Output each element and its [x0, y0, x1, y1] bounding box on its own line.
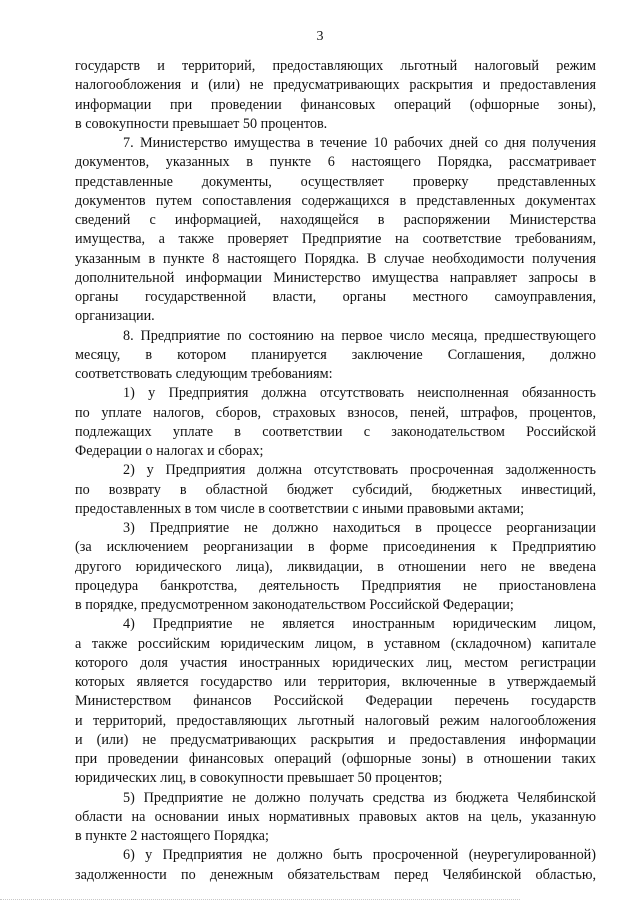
- text-line: 4) Предприятие не является иностранным юридическим лицом,: [123, 616, 596, 633]
- text-line: имущества, а также проверяет Предприятие на соответствие требованиям,: [75, 231, 596, 248]
- text-line: предоставленных в том числе в соответствии с иными правовыми актами;: [75, 500, 525, 517]
- text-line: 8. Предприятие по состоянию на первое число месяца, предшествующего: [123, 327, 596, 344]
- text-line: области на основании иных нормативных правовых актов на цель, указанную: [75, 808, 596, 825]
- text-line: а также российским юридическим лицом, в уставном (складочном) капитале: [75, 635, 596, 652]
- text-line: органы государственной власти, органы местного самоуправления,: [75, 289, 596, 305]
- text-line: и (или) не предусматривающих раскрытия и предоставления информации: [75, 731, 596, 748]
- text-line: 5) Предприятие не должно получать средства из бюджета Челябинской: [123, 789, 596, 806]
- text-line: по возврату в областной бюджет субсидий, бюджетных инвестиций,: [75, 481, 596, 498]
- text-line: 3) Предприятие не должно находиться в процессе реорганизации: [123, 520, 596, 536]
- text-line: подлежащих уплате в соответствии с законодательством Российской: [75, 423, 596, 440]
- text-line: в порядке, предусмотренном законодательством Российской Федерации;: [75, 597, 514, 613]
- text-line: 7. Министерство имущества в течение 10 рабочих дней со дня получения: [123, 135, 596, 151]
- paragraph-requirement-3: [75, 519, 596, 615]
- text-line: 1) у Предприятия должна отсутствовать неисполненная обязанность: [123, 385, 596, 402]
- scan-edge-artifact: [0, 899, 520, 901]
- text-line: месяцу, в котором планируется заключение Соглашения, должно: [75, 346, 596, 363]
- text-line: Министерством финансов Российской Федерации перечень государств: [75, 693, 596, 710]
- text-line: соответствовать следующим требованиям:: [75, 366, 333, 382]
- text-line: организации.: [75, 308, 155, 325]
- text-line: 6) у Предприятия не должно быть просроченной (неурегулированной): [123, 847, 596, 864]
- paragraph-clause-7: [75, 134, 596, 327]
- text-line: по уплате налогов, сборов, страховых взносов, пеней, штрафов, процентов,: [75, 404, 596, 421]
- paragraph-clause-8: [75, 327, 596, 385]
- text-line: юридических лиц, в совокупности превышает 50 процентов;: [75, 770, 443, 787]
- text-line: которого доля участия иностранных юридических лиц, местом регистрации: [75, 654, 596, 671]
- text-line: представленные документы, осуществляет проверку представленных: [75, 173, 596, 190]
- text-line: другого юридического лица), ликвидации, в отношении него не введена: [75, 558, 596, 575]
- text-line: документов, указанных в пункте 6 настоящего Порядка, рассматривает: [75, 154, 596, 171]
- text-line: 2) у Предприятия должна отсутствовать просроченная задолженность: [123, 462, 596, 479]
- text-line: налогообложения и (или) не предусматривающих раскрытия и предоставления: [75, 77, 596, 94]
- text-line: задолженности по денежным обязательствам перед Челябинской областью,: [75, 866, 596, 883]
- text-line: (за исключением реорганизации в форме присоединения к Предприятию: [75, 539, 596, 556]
- text-line: документов путем сопоставления содержащихся в представленных документах: [75, 192, 596, 209]
- document-body: [75, 57, 596, 885]
- text-line: при проведении финансовых операций (офшорные зоны) в отношении таких: [75, 751, 596, 767]
- paragraph-requirement-5: [75, 789, 596, 847]
- paragraph-requirement-6: [75, 846, 596, 885]
- paragraph-continuation: [75, 57, 596, 134]
- text-line: Федерации о налогах и сборах;: [75, 443, 264, 459]
- text-line: в совокупности превышает 50 процентов.: [75, 115, 328, 132]
- text-line: процедура банкротства, деятельность Предприятия не приостановлена: [75, 577, 596, 594]
- text-line: сведений с информацией, находящейся в распоряжении Министерства: [75, 212, 596, 228]
- text-line: и территорий, предоставляющих льготный налоговый режим налогообложения: [75, 712, 596, 729]
- paragraph-requirement-1: [75, 384, 596, 461]
- paragraph-requirement-4: [75, 615, 596, 788]
- text-line: которых является государство или территория, включенные в утверждаемый: [75, 674, 596, 690]
- text-line: информации при проведении финансовых операций (офшорные зоны),: [75, 96, 596, 113]
- text-line: государств и территорий, предоставляющих льготный налоговый режим: [75, 58, 596, 74]
- page-number: 3: [316, 29, 324, 44]
- text-line: указанным в пункте 8 настоящего Порядка. В случае необходимости получения: [75, 250, 596, 267]
- paragraph-requirement-2: [75, 461, 596, 519]
- text-line: в пункте 2 настоящего Порядка;: [75, 828, 269, 844]
- text-line: дополнительной информации Министерство имущества направляет запросы в: [75, 269, 596, 286]
